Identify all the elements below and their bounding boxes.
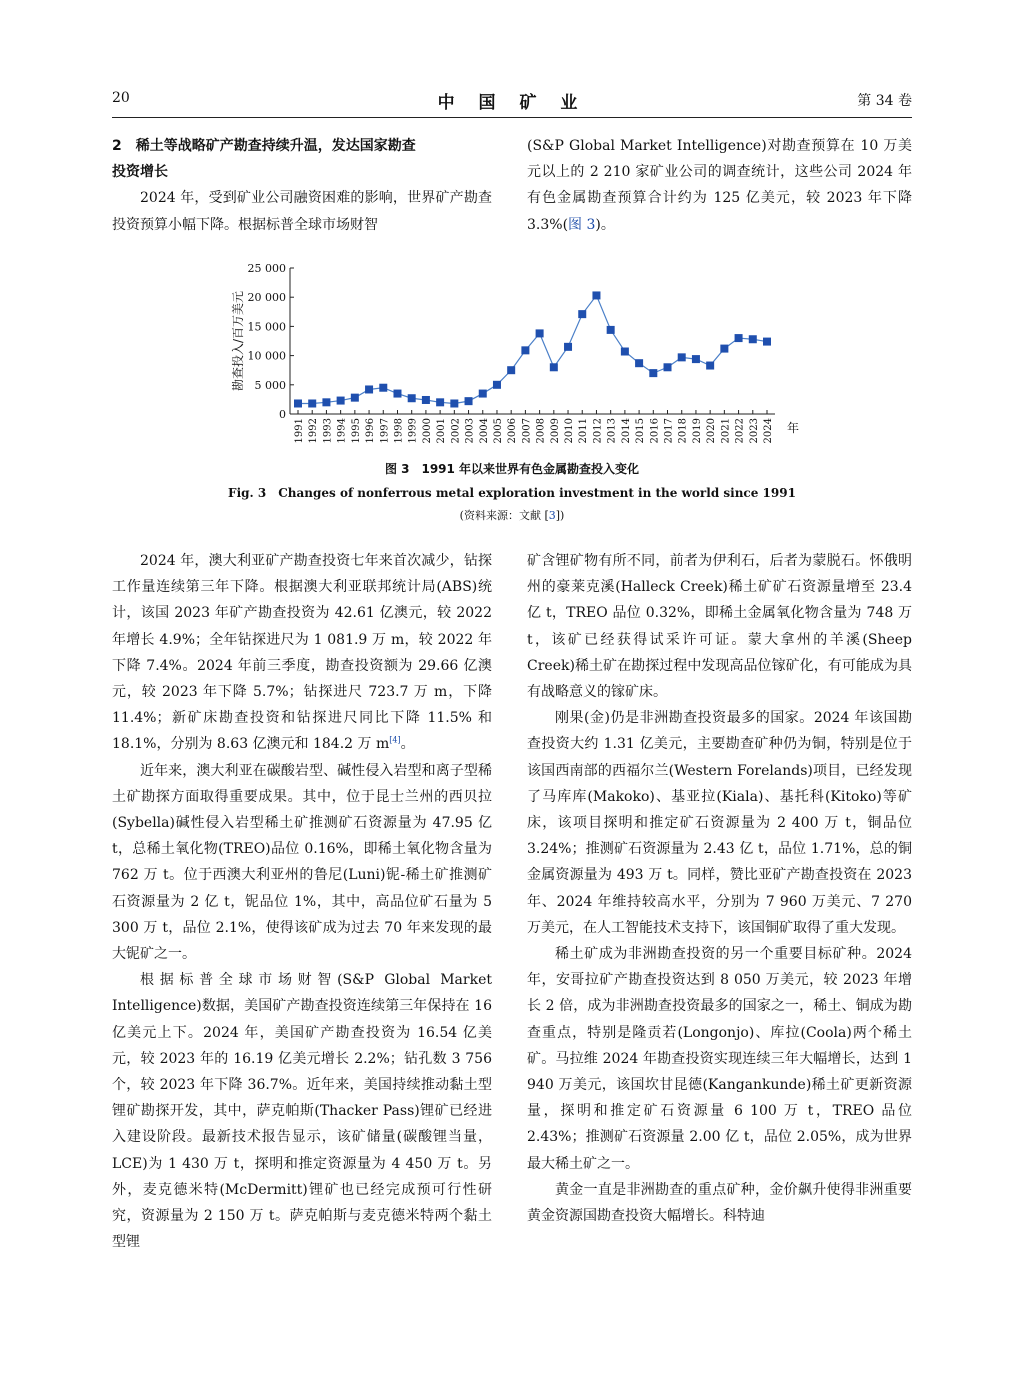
x-tick-label: 2017: [663, 418, 675, 444]
data-point: [550, 363, 558, 371]
data-point: [735, 334, 743, 342]
x-tick-label: 1999: [407, 418, 419, 444]
x-tick-label: 2022: [734, 418, 746, 444]
data-point: [607, 326, 615, 334]
paragraph-4-continued: 矿含锂矿物有所不同，前者为伊利石，后者为蒙脱石。怀俄明州的豪莱克溪(Halleck Creek)稀土矿矿石资源量增至 23.4 亿 t，TREO 品位 0.32%，即稀土金属氧化物含量为 748 万 t，该矿已经获得试采许可证。蒙大拿州的羊溪(Sheep Creek)稀土矿在勘探过程中发现高品位镓矿化，有可能成为具有战略意义的镓矿床。: [527, 553, 912, 701]
x-tick-label: 2000: [421, 418, 433, 444]
x-tick-label: 2008: [535, 418, 547, 444]
y-tick-label: 15 000: [247, 320, 286, 334]
x-tick-label: 2020: [706, 418, 718, 444]
data-point: [308, 399, 316, 407]
data-point: [664, 363, 672, 371]
y-tick-label: 20 000: [247, 291, 286, 305]
exploration-investment-chart: [225, 256, 800, 451]
figure-caption-cn: 图 3 1991 年以来世界有色金属勘查投入变化: [384, 462, 640, 476]
x-tick-label: 2023: [748, 418, 760, 444]
x-tick-label: 2013: [606, 418, 618, 444]
figure-caption-en: Fig. 3 Changes of nonferrous metal exploration investment in the world since 1991: [228, 486, 796, 500]
x-tick-label: 1992: [308, 418, 320, 444]
x-tick-label: 1995: [350, 418, 362, 444]
data-point: [393, 390, 401, 398]
data-point: [351, 394, 359, 402]
paragraph-1: 2024 年，受到矿业公司融资困难的影响，世界矿产勘查投资预算小幅下降。根据标普全球市场财智: [112, 190, 492, 233]
data-point: [379, 384, 387, 392]
data-point: [635, 359, 643, 367]
data-point: [749, 335, 757, 343]
section-heading: 2 稀土等战略矿产勘查持续升温，发达国家勘查 投资增长: [112, 138, 416, 181]
x-tick-label: 2005: [492, 418, 504, 444]
citation-4[interactable]: [4]: [389, 735, 401, 745]
data-point: [493, 381, 501, 389]
page-header: [112, 88, 912, 116]
header-rule: [112, 117, 912, 118]
data-point: [706, 362, 714, 370]
x-tick-label: 2016: [649, 418, 661, 444]
paragraph-1-continued: (S&P Global Market Intelligence)对勘查预算在 10 万美元以上的 2 210 家矿业公司的调查统计，这些公司 2024 年有色金属勘查预算合计约为 125 亿美元，较 2023 年下降 3.3%(图 3)。: [527, 138, 912, 233]
x-tick-label: 2021: [720, 418, 732, 444]
source-reference-link[interactable]: 3: [548, 509, 556, 522]
data-point: [578, 310, 586, 318]
y-axis-label: 勘查投入/百万美元: [231, 290, 245, 392]
x-tick-label: 2003: [464, 418, 476, 444]
volume-label: 第 34 卷: [857, 93, 912, 109]
y-tick-label: 25 000: [247, 262, 286, 275]
x-tick-label: 2010: [564, 418, 576, 444]
data-point: [536, 329, 544, 337]
paragraph-6: 稀土矿成为非洲勘查投资的另一个重要目标矿种。2024 年，安哥拉矿产勘查投资达到 8 050 万美元，较 2023 年增长 2 倍，成为非洲勘查投资最多的国家之一，稀土、铜成为勘查重点，特别是隆贡若(Longonjo)、库拉(Coola)两个稀土矿。马拉维 2024 年勘查投资实现连续三年大幅增长，达到 1 940 万美元，该国坎甘昆德(Kangankunde)稀土矿更新资源量，探明和推定矿石资源量 6 100 万 t，TREO 品位 2.43%；推测矿石资源量 2.00 亿 t，品位 2.05%，成为世界最大稀土矿之一。: [527, 946, 912, 1172]
data-point: [322, 398, 330, 406]
x-tick-label: 2015: [635, 418, 647, 444]
x-tick-label: 1998: [393, 418, 405, 444]
page-number: 20: [112, 90, 130, 106]
x-tick-label: 2019: [691, 418, 703, 444]
x-axis-label: 年: [787, 421, 800, 435]
data-point: [294, 399, 302, 407]
left-column-top: [112, 133, 492, 238]
data-point: [678, 353, 686, 361]
data-point: [450, 399, 458, 407]
x-tick-label: 2004: [478, 418, 490, 444]
x-tick-label: 2007: [521, 418, 533, 444]
y-tick-label: 5 000: [254, 378, 286, 392]
data-point: [763, 338, 771, 346]
data-point: [564, 343, 572, 351]
x-tick-label: 1993: [322, 418, 334, 444]
paragraph-7: 黄金一直是非洲勘查的重点矿种，金价飙升使得非洲重要黄金资源国勘查投资大幅增长。科特迪: [527, 1181, 912, 1225]
data-point: [408, 394, 416, 402]
x-tick-label: 2001: [436, 418, 448, 444]
data-point: [465, 397, 473, 405]
x-tick-label: 2002: [450, 418, 462, 444]
x-tick-label: 2014: [620, 418, 632, 444]
data-point: [592, 291, 600, 299]
x-tick-label: 2011: [578, 418, 590, 444]
data-point: [649, 369, 657, 377]
paragraph-2: 2024 年，澳大利亚矿产勘查投资七年来首次减少，钻探工作量连续第三年下降。根据澳大利亚联邦统计局(ABS)统计，该国 2023 年矿产勘查投资为 42.61 亿澳元，较 2022 年增长 4.9%；全年钻探进尺为 1 081.9 万 m，较 2022 年下降 7.4%。2024 年前三季度，勘查投资额为 29.66 亿澳元，较 2023 年下降 5.7%；钻探进尺 723.7 万 m，下降 11.4%；新矿床勘查投资和钻探进尺同比下降 11.5% 和 18.1%，分别为 8.63 亿澳元和 184.2 万 m[4]。: [112, 553, 492, 753]
data-point: [337, 397, 345, 405]
x-tick-label: 1994: [336, 418, 348, 444]
data-point: [720, 345, 728, 353]
data-point: [507, 366, 515, 374]
data-point: [365, 385, 373, 393]
x-tick-label: 2024: [763, 418, 774, 444]
x-tick-label: 1997: [379, 418, 391, 444]
x-tick-label: 2012: [592, 418, 604, 444]
y-tick-label: 0: [279, 408, 286, 421]
data-point: [479, 390, 487, 398]
data-point: [621, 348, 629, 356]
x-tick-label: 1991: [294, 418, 305, 444]
x-tick-label: 2009: [549, 418, 561, 444]
x-tick-label: 2018: [677, 418, 689, 444]
x-tick-label: 2006: [507, 418, 519, 444]
paragraph-3: 近年来，澳大利亚在碳酸岩型、碱性侵入岩型和离子型稀土矿勘探方面取得重要成果。其中，位于昆士兰州的西贝拉(Sybella)碱性侵入岩型稀土矿推测矿石资源量为 47.95 亿 t，总稀土氧化物(TREO)品位 0.16%，即稀土氧化物含量为 762 万 t。位于西澳大利亚州的鲁尼(Luni)铌-稀土矿推测矿石资源量为 2 亿 t，铌品位 1%，其中，高品位矿石量为 5 300 万 t，品位 2.1%，使得该矿成为过去 70 年来发现的最大铌矿之一。: [112, 762, 492, 963]
right-column-top: [527, 133, 912, 238]
paragraph-5: 刚果(金)仍是非洲勘查投资最多的国家。2024 年该国勘查投资大约 1.31 亿美元，主要勘查矿种仍为铜，特别是位于该国西南部的西福尔兰(Western Forelands)项目，已经发现了马库库(Makoko)、基亚拉(Kiala)、基托科(Kitoko)等矿床，该项目探明和推定矿石资源量为 2 400 万 t，铜品位 3.24%；推测矿石资源量为 2.43 亿 t，品位 1.71%，总的铜金属资源量为 493 万 t。同样，赞比亚矿产勘查投资在 2023 年、2024 年维持较高水平，分别为 7 960 万美元、7 270 万美元，在人工智能技术支持下，该国铜矿取得了重大发现。: [527, 710, 912, 936]
right-column-bottom: [527, 548, 912, 1229]
figure-reference-link[interactable]: 图 3: [568, 216, 596, 233]
journal-title: 中 国 矿 业: [437, 93, 587, 113]
x-tick-label: 1996: [365, 418, 377, 444]
data-point: [436, 398, 444, 406]
left-column-bottom: [112, 548, 492, 1255]
data-point: [521, 346, 529, 354]
data-point: [422, 396, 430, 404]
figure-source: (资料来源：文献 [3]): [459, 509, 565, 522]
data-point: [692, 355, 700, 363]
paragraph-4: 根据标普全球市场财智(S&P Global Market Intelligence)数据，美国矿产勘查投资连续第三年保持在 16 亿美元上下。2024 年，美国矿产勘查投资为 16.54 亿美元，较 2023 年的 16.19 亿美元增长 2.2%；钻孔数 3 756 个，较 2023 年下降 36.7%。近年来，美国持续推动黏土型锂矿勘探开发，其中，萨克帕斯(Thacker Pass)锂矿已经进入建设阶段。最新技术报告显示，该矿储量(碳酸锂当量，LCE)为 1 430 万 t，探明和推定资源量为 4 450 万 t。另外，麦克德米特(McDermitt)锂矿也已经完成预可行性研究，资源量为 2 150 万 t。萨克帕斯与麦克德米特两个黏土型锂: [112, 972, 492, 1251]
y-tick-label: 10 000: [247, 349, 286, 363]
